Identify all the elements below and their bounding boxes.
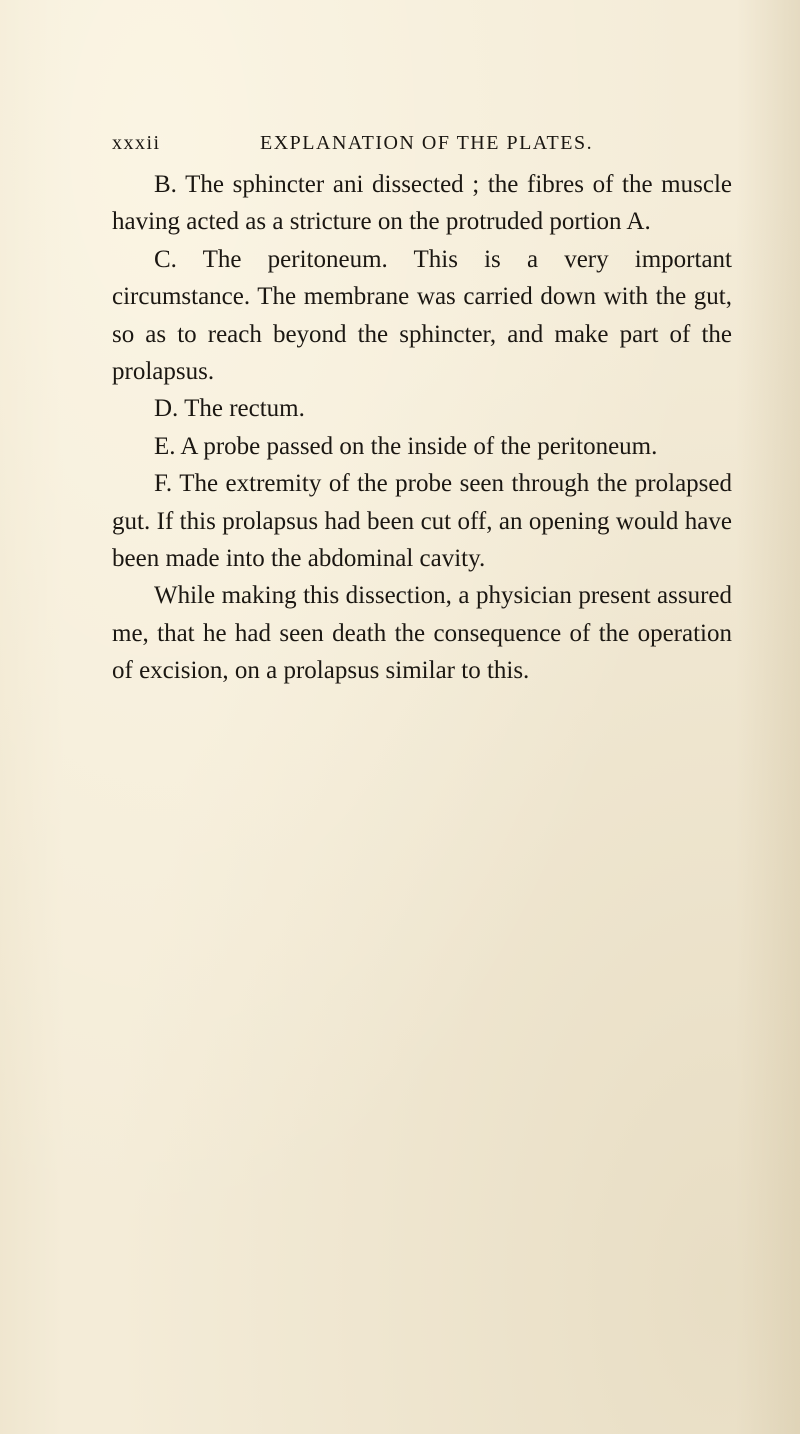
paragraph-e: E. A probe passed on the inside of the peritoneum. xyxy=(154,432,658,460)
paragraph-dissection-note: While making this dissection, a physician present assured me, that he had seen death the consequence of the operation of excision, on a prolapsus similar to this. xyxy=(112,582,732,685)
running-title: EXPLANATION OF THE PLATES. xyxy=(260,132,594,154)
paragraph-b: B. The sphincter ani dissected ; the fibres of the muscle having acted as a stricture on the protruded portion A. xyxy=(112,171,732,236)
paragraph-c: C. The peritoneum. This is a very important circumstance. The membrane was carried down with the gut, so as to reach beyond the sphincter, and make part of the prolapsus. xyxy=(112,245,732,386)
page-number: xxxii xyxy=(112,132,161,154)
body-text xyxy=(112,166,732,690)
running-head xyxy=(112,132,652,162)
paragraph-f: F. The extremity of the probe seen through the prolapsed gut. If this prolapsus had been cut off, an opening would have been made into the abdominal cavity. xyxy=(112,470,732,573)
paragraph-d: D. The rectum. xyxy=(154,395,305,423)
